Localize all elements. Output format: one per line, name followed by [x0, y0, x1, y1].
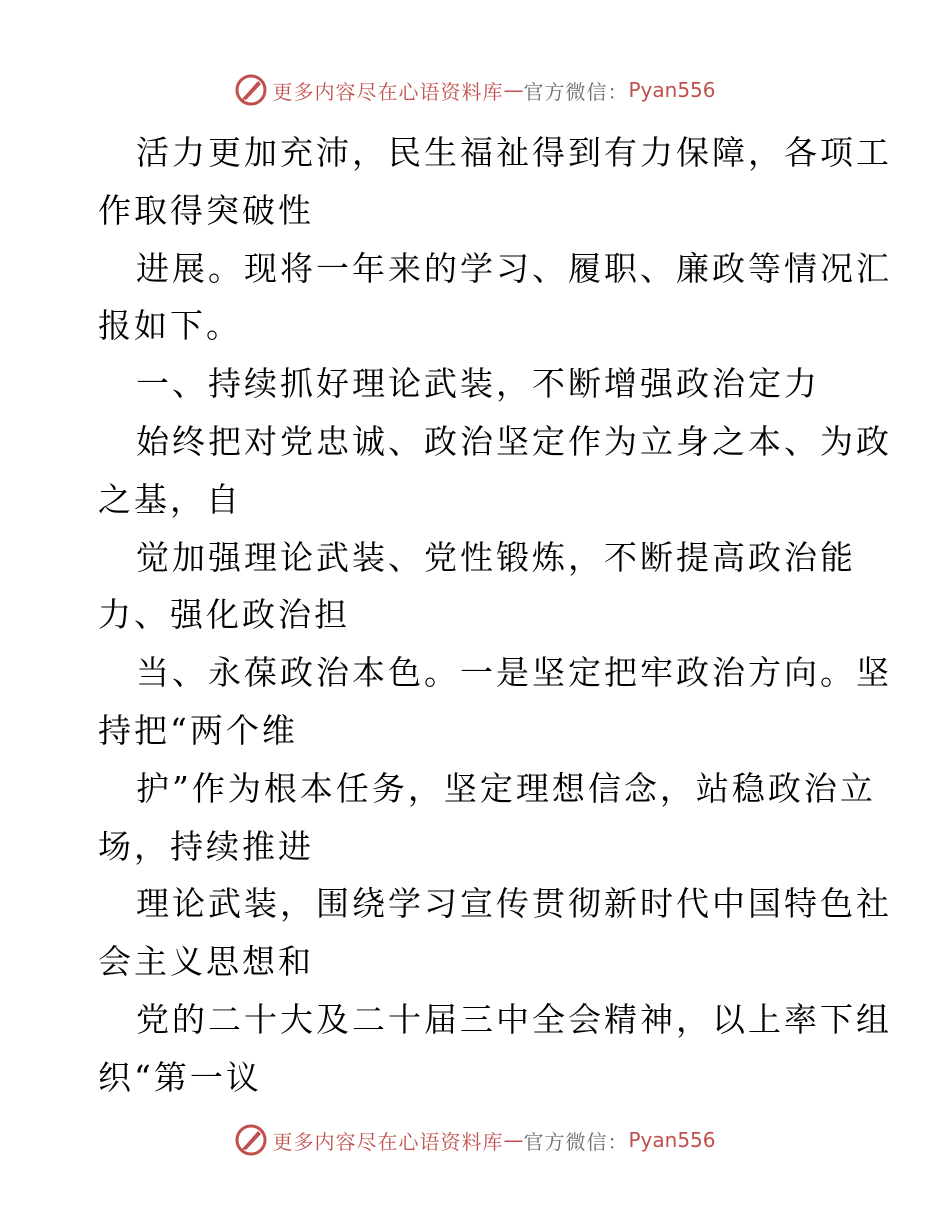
watermark-dash: — [503, 1128, 524, 1152]
header-watermark [0, 72, 950, 108]
text-line: 织“第一议 [98, 1057, 262, 1097]
watermark-wechat-id: Pyan556 [628, 78, 716, 102]
watermark-wechat-label: 官方微信： [523, 79, 629, 104]
text-line: 觉加强理论武装、党性锻炼，不断提高政治能 [136, 537, 856, 577]
text-line: 报如下。 [98, 306, 242, 346]
text-line: 会主义思想和 [98, 942, 314, 982]
watermark-dash: — [503, 78, 524, 102]
text-line: 理论武装，围绕学习宣传贯彻新时代中国特色社 [136, 884, 892, 924]
watermark-wechat-label: 官方微信： [523, 1129, 629, 1154]
quill-pen-logo-icon [234, 1123, 268, 1157]
text-line: 场，持续推进 [98, 826, 314, 866]
text-line: 进展。现将一年来的学习、履职、廉政等情况汇 [136, 248, 892, 288]
text-line: 护”作为根本任务，坚定理想信念，站稳政治立 [136, 768, 876, 808]
text-line: 始终把对党忠诚、政治坚定作为立身之本、为政 [136, 421, 892, 461]
text-line: 之基，自 [98, 479, 242, 519]
text-line: 当、永葆政治本色。一是坚定把牢政治方向。坚 [136, 653, 892, 693]
text-line: 党的二十大及二十届三中全会精神，以上率下组 [136, 999, 892, 1039]
quill-pen-logo-icon [234, 73, 268, 107]
text-line: 一、持续抓好理论武装，不断增强政治定力 [136, 364, 820, 404]
document-body [98, 124, 892, 1107]
text-line: 力、强化政治担 [98, 595, 350, 635]
text-line: 持把“两个维 [98, 710, 298, 750]
watermark-brand: 更多内容尽在心语资料库 [272, 79, 504, 104]
text-line: 活力更加充沛，民生福祉得到有力保障，各项工 [136, 133, 892, 172]
text-line: 作取得突破性 [98, 190, 314, 230]
watermark-wechat-id: Pyan556 [628, 1128, 716, 1152]
footer-watermark [0, 1122, 950, 1158]
watermark-brand: 更多内容尽在心语资料库 [272, 1129, 504, 1154]
